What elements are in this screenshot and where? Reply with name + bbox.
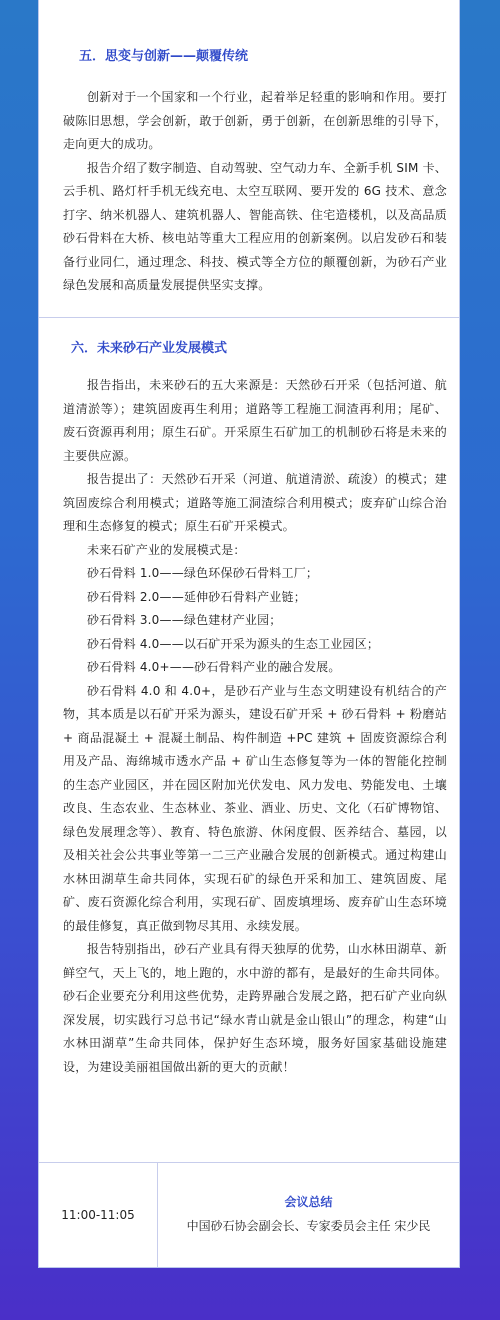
summary-row [39,1163,459,1267]
summary-details [158,1163,459,1267]
section-5-paragraph: 报告介绍了数字制造、自动驾驶、空气动力车、全新手机 SIM 卡、云手机、路灯杆手机无线充电、太空互联网、要开发的 6G 技术、意念打字、纳米机器人、建筑机器人、智能高铁、住宅造楼机，以及高品质砂石骨料在大桥、核电站等重大工程应用的创新案例。以启发砂石和装备行业同仁，通过理念、科技、模式等全方位的颠覆创新，为砂石产业绿色发展和高质量发展提供坚实支撑。 [63,160,447,292]
section-5 [39,0,459,318]
section-6-list-heading: 未来石矿产业的发展模式是： [87,542,246,557]
section-6-list-item: 砂石骨料 4.0+——砂石骨料产业的融合发展。 [87,660,341,674]
section-6-list-item: 砂石骨料 1.0——绿色环保砂石骨料工厂； [87,566,319,580]
section-6-title: 六．未来砂石产业发展模式 [71,341,228,356]
section-5-paragraph: 创新对于一个国家和一个行业，起着举足轻重的影响和作用。要打破陈旧思想，学会创新，敢于创新，勇于创新，在创新思维的引导下，走向更大的成功。 [63,90,447,151]
section-6-paragraph: 砂石骨料 4.0 和 4.0+，是砂石产业与生态文明建设有机结合的产物，其本质是以石矿开采为源头，建设石矿开采 + 砂石骨料 + 粉磨站 + 商品混凝土 + 混凝土制品、构件制造 +PC 建筑 + 固废资源综合利用及产品、海绵城市透水产品 + 矿山生态修复等为一体的智能化控制的生态产业园区，并在园区附加光伏发电、风力发电、势能发电、土壤改良、生态农业、生态林业、茶业、酒业、历史、文化（石矿博物馆、绿色发展理念等）、教育、特色旅游、休闲度假、医养结合、墓园，以及相关社会公共事业等第一二三产业融合发展的创新模式。通过构建山水林田湖草生命共同体，实现石矿的绿色开采和加工、建筑固废、尾矿、废石资源化综合利用，实现石矿、固废填埋场、废弃矿山生态环境的最佳修复，真正做到物尽其用、永续发展。 [63,683,447,933]
section-5-title: 五．思变与创新——颠覆传统 [79,49,249,64]
section-6-paragraph: 报告提出了：天然砂石开采（河道、航道清淤、疏浚）的模式；建筑固废综合利用模式；道路等施工洞渣综合利用模式；废弃矿山综合治理和生态修复的模式；原生石矿开采模式。 [63,472,447,533]
section-6-list-item: 砂石骨料 2.0——延伸砂石骨料产业链； [87,589,306,604]
section-6-list-item: 砂石骨料 4.0——以石矿开采为源头的生态工业园区； [87,636,380,651]
section-6-paragraph: 报告指出，未来砂石的五大来源是：天然砂石开采（包括河道、航道清淤等）；建筑固废再生利用；道路等工程施工洞渣再利用；尾矿、废石资源再利用；原生石矿。开采原生石矿加工的机制砂石将是未来的主要供应源。 [63,378,447,463]
section-6-list-item: 砂石骨料 3.0——绿色建材产业园； [87,613,282,627]
summary-time: 11:00-11:05 [39,1163,158,1267]
summary-title: 会议总结 [284,1195,333,1209]
content-card [38,0,460,1268]
section-6-paragraph: 报告特别指出，砂石产业具有得天独厚的优势，山水林田湖草、新鲜空气，天上飞的，地上跑的，水中游的都有，是最好的生命共同体。砂石企业要充分利用这些优势，走跨界融合发展之路，把石矿产业向纵深发展，切实践行习总书记“绿水青山就是金山银山”的理念，构建“山水林田湖草”生命共同体，保护好生态环境，服务好国家基础设施建设，为建设美丽祖国做出新的更大的贡献！ [63,942,447,1074]
section-6 [39,318,459,1163]
summary-speaker: 中国砂石协会副会长、专家委员会主任 宋少民 [186,1219,431,1233]
